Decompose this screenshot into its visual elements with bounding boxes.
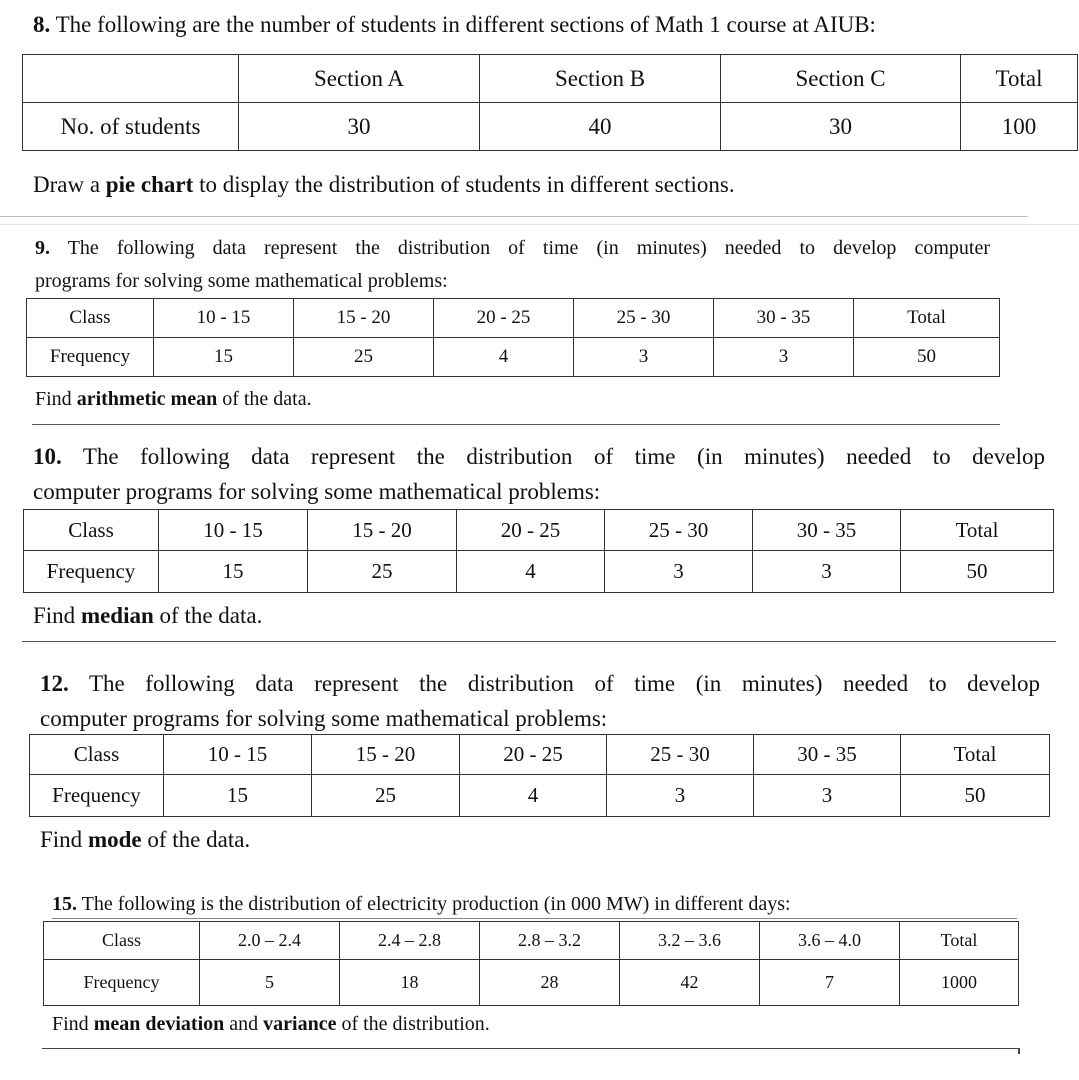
- q15-table-header-row: [44, 922, 1019, 960]
- q9-cell-25-30: 3: [574, 338, 714, 377]
- q15-header-class: Class: [44, 922, 200, 960]
- q10-instruction-post: of the data.: [159, 603, 263, 628]
- q12-prompt-line1: [40, 671, 1040, 697]
- q8-header-section-a: Section A: [239, 55, 480, 103]
- q15-row-label: Frequency: [44, 960, 200, 1006]
- q12-header-class: Class: [30, 735, 164, 775]
- q10-header-15-20: 15 - 20: [308, 510, 457, 551]
- q12-cell-15-20: 25: [312, 775, 460, 817]
- q10-cell-30-35: 3: [753, 551, 901, 593]
- q15-cell-total: 1000: [900, 960, 1019, 1006]
- q12-table-header-row: [30, 735, 1050, 775]
- q12-table: [29, 734, 1050, 817]
- q9-cell-total: 50: [854, 338, 1000, 377]
- q9-number: 9.: [35, 237, 50, 259]
- q15-header-2.8-3.2: 2.8 – 3.2: [480, 922, 620, 960]
- q10-cell-10-15: 15: [159, 551, 308, 593]
- q9-header-30-35: 30 - 35: [714, 299, 854, 338]
- q15-cell-3.6-4.0: 7: [760, 960, 900, 1006]
- q15-prompt-rule: [52, 918, 1017, 919]
- q12-header-20-25: 20 - 25: [460, 735, 607, 775]
- q12-cell-total: 50: [901, 775, 1050, 817]
- q8-cell-total: 100: [961, 103, 1078, 151]
- q8-header-section-b: Section B: [480, 55, 721, 103]
- q15-prompt-text: The following is the distribution of electricity production (in 000 MW) in different days:: [81, 893, 791, 915]
- q9-header-15-20: 15 - 20: [294, 299, 434, 338]
- q15-table: [43, 921, 1019, 1006]
- q9-cell-10-15: 15: [154, 338, 294, 377]
- q8-prompt: [33, 12, 876, 38]
- q15-instruction-bold-2: variance: [263, 1013, 337, 1035]
- q10-row-label: Frequency: [24, 551, 159, 593]
- q12-cell-25-30: 3: [607, 775, 754, 817]
- q15-instruction-pre: Find: [52, 1013, 89, 1035]
- q10-table: [23, 509, 1054, 593]
- q12-header-total: Total: [901, 735, 1050, 775]
- q8-instruction: [33, 172, 735, 198]
- q9-header-25-30: 25 - 30: [574, 299, 714, 338]
- q9-table: [26, 298, 1000, 377]
- q15-cell-3.2-3.6: 42: [620, 960, 760, 1006]
- q10-cell-15-20: 25: [308, 551, 457, 593]
- q10-header-class: Class: [24, 510, 159, 551]
- q15-cell-2.4-2.8: 18: [340, 960, 480, 1006]
- q10-header-30-35: 30 - 35: [753, 510, 901, 551]
- q10-cell-total: 50: [901, 551, 1054, 593]
- q10-cell-25-30: 3: [605, 551, 753, 593]
- q9-header-10-15: 10 - 15: [154, 299, 294, 338]
- q15-header-total: Total: [900, 922, 1019, 960]
- q9-cell-30-35: 3: [714, 338, 854, 377]
- q8-header-section-c: Section C: [721, 55, 961, 103]
- q9-prompt-line2: programs for solving some mathematical problems:: [35, 270, 448, 292]
- q12-instruction-pre: Find: [40, 827, 83, 852]
- q8-instruction-post: to display the distribution of students in different sections.: [199, 172, 735, 197]
- q15-instruction-bold-1: mean deviation: [93, 1013, 225, 1035]
- q10-table-header-row: [24, 510, 1054, 551]
- q15-instruction: [52, 1013, 490, 1036]
- q12-number: 12.: [40, 671, 69, 696]
- q12-table-row: [30, 775, 1050, 817]
- q15-header-3.2-3.6: 3.2 – 3.6: [620, 922, 760, 960]
- q12-row-label: Frequency: [30, 775, 164, 817]
- q8-row-label: No. of students: [23, 103, 239, 151]
- q10-header-10-15: 10 - 15: [159, 510, 308, 551]
- divider-1b: [0, 224, 1079, 225]
- q10-cell-20-25: 4: [457, 551, 605, 593]
- q12-prompt-line2: computer programs for solving some mathematical problems:: [40, 706, 608, 731]
- q8-instruction-pre: Draw a: [33, 172, 101, 197]
- q10-header-20-25: 20 - 25: [457, 510, 605, 551]
- q10-instruction: [33, 603, 262, 629]
- q12-cell-10-15: 15: [164, 775, 312, 817]
- q15-prompt: [52, 893, 791, 916]
- q15-header-2.4-2.8: 2.4 – 2.8: [340, 922, 480, 960]
- q9-prompt-line1-text: The following data represent the distribution of time (in minutes) needed to develop computer: [67, 237, 990, 259]
- q15-header-3.6-4.0: 3.6 – 4.0: [760, 922, 900, 960]
- q10-table-row: [24, 551, 1054, 593]
- q9-row-label: Frequency: [27, 338, 154, 377]
- q9-header-20-25: 20 - 25: [434, 299, 574, 338]
- q10-prompt-line1-text: The following data represent the distribution of time (in minutes) needed to develop: [82, 444, 1045, 469]
- q9-cell-20-25: 4: [434, 338, 574, 377]
- divider-bottom: [42, 1048, 1020, 1049]
- q8-table: [22, 54, 1078, 151]
- q9-table-row: [27, 338, 1000, 377]
- q10-instruction-bold: median: [80, 603, 154, 628]
- q10-header-25-30: 25 - 30: [605, 510, 753, 551]
- q12-instruction-bold: mode: [87, 827, 142, 852]
- q10-prompt-line1: [33, 444, 1045, 470]
- q8-header-total: Total: [961, 55, 1078, 103]
- q15-cell-2.8-3.2: 28: [480, 960, 620, 1006]
- q9-cell-15-20: 25: [294, 338, 434, 377]
- q9-instruction-pre: Find: [35, 388, 72, 410]
- q12-cell-20-25: 4: [460, 775, 607, 817]
- q15-cell-2.0-2.4: 5: [200, 960, 340, 1006]
- q8-cell-section-b: 40: [480, 103, 721, 151]
- q15-number: 15.: [52, 893, 77, 915]
- q10-number: 10.: [33, 444, 62, 469]
- q9-table-header-row: [27, 299, 1000, 338]
- q12-instruction: [40, 827, 250, 853]
- divider-bottom-tick: [1018, 1048, 1020, 1054]
- q12-prompt-line1-text: The following data represent the distribution of time (in minutes) needed to develop: [88, 671, 1040, 696]
- q8-prompt-text: The following are the number of students in different sections of Math 1 course at AIUB:: [55, 12, 876, 37]
- q8-number: 8.: [33, 12, 51, 37]
- divider-3: [22, 641, 1056, 642]
- q15-header-2.0-2.4: 2.0 – 2.4: [200, 922, 340, 960]
- q12-header-30-35: 30 - 35: [754, 735, 901, 775]
- q10-prompt-line2: computer programs for solving some mathematical problems:: [33, 479, 601, 504]
- q9-header-class: Class: [27, 299, 154, 338]
- q9-instruction: [35, 388, 312, 411]
- divider-2: [32, 424, 1000, 425]
- q15-instruction-mid: and: [229, 1013, 259, 1035]
- q9-instruction-bold: arithmetic mean: [76, 388, 218, 410]
- q10-header-total: Total: [901, 510, 1054, 551]
- q15-instruction-post: of the distribution.: [341, 1013, 490, 1035]
- q8-cell-section-c: 30: [721, 103, 961, 151]
- q9-header-total: Total: [854, 299, 1000, 338]
- q8-cell-section-a: 30: [239, 103, 480, 151]
- q9-prompt-line1: [35, 237, 990, 260]
- q8-table-row: [23, 103, 1078, 151]
- q8-instruction-bold: pie chart: [105, 172, 194, 197]
- q12-header-25-30: 25 - 30: [607, 735, 754, 775]
- q12-header-15-20: 15 - 20: [312, 735, 460, 775]
- q8-header-cell-empty: [23, 55, 239, 103]
- divider-1: [0, 216, 1028, 217]
- q12-instruction-post: of the data.: [147, 827, 251, 852]
- q8-table-header-row: [23, 55, 1078, 103]
- q12-cell-30-35: 3: [754, 775, 901, 817]
- q10-instruction-pre: Find: [33, 603, 76, 628]
- q15-table-row: [44, 960, 1019, 1006]
- q9-instruction-post: of the data.: [222, 388, 312, 410]
- q12-header-10-15: 10 - 15: [164, 735, 312, 775]
